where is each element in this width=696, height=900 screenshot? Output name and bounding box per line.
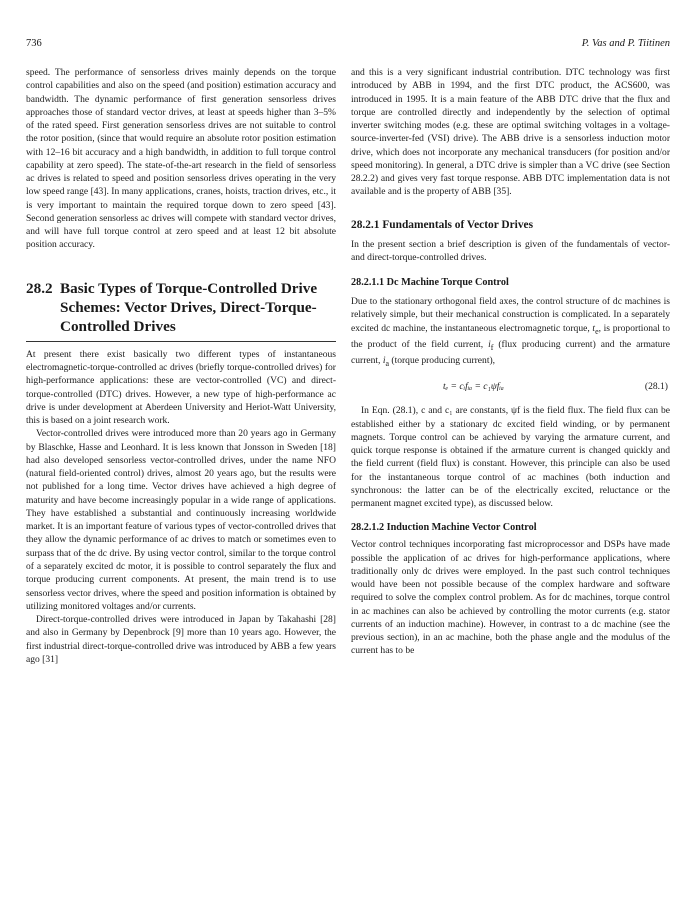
section-number: 28.2 (26, 279, 53, 297)
subsubsection-heading-28-2-1-1: 28.2.1.1 Dc Machine Torque Control (351, 277, 509, 289)
paragraph-dtc-drives: Direct-torque-controlled drives were introduced in Japan by Takahashi [28] and also in Germany by Depenbrock [9] more than 10 years ago. However, the first industrial direct-torque-controlled drive was introduced by ABB a few years ago [31] (26, 614, 336, 665)
section-divider (26, 341, 336, 342)
equation-number: (28.1) (644, 381, 668, 393)
subsubsection-heading-28-2-1-2: 28.2.1.2 Induction Machine Vector Control (351, 522, 537, 534)
paragraph-field-flux: In Eqn. (28.1), c and c₁ are constants, ψf is the field flux. The field flux can be established either by a stationary dc excited field winding, or by permanent magnets. Torque control can be achieved by varying the armature current, and quick torque response is obtained if the armature current is changed quickly and the field current (field flux) is constant. However, this principle can also be used for the instantaneous torque control of ac machines (both induction and synchronous: the latter can be of the electrically excited, reluctance or the permanent magnet excited type), as discussed below. (351, 405, 670, 510)
paragraph-induction-vector-control: Vector control techniques incorporating fast microprocessor and DSPs have made possible the application of ac drives for high-performance applications, where traditionally only dc drives were employed. In the past such control techniques would have been not possible because of the complex hardware and software required to solve the complex control problem. As for dc machines, torque control in ac machines can also be achieved by controlling the motor currents (e.g. stator currents of an induction machine). However, in contrast to a dc machine (see the previous section), in an ac machine, both the phase angle and the modulus of the current has to be (351, 539, 670, 657)
right-column (351, 66, 670, 658)
section-heading-28-2 (26, 279, 336, 336)
equation-body: tₑ = cᵢfᵢₐ = c₁ψfᵢₐ (443, 381, 504, 393)
left-column (26, 66, 336, 666)
running-head-authors: P. Vas and P. Tiitinen (581, 38, 670, 49)
paragraph-drive-types: At present there exist basically two different types of instantaneous electromagnetic-torque-controlled ac drives (briefly torque-controlled drives) for high-performance applications: these are vector-controlled (VC) and direct-torque-controlled (DTC) drives. However, a new type of high-performance ac drive is under development at Aberdeen University and Heriot-Watt University, this is based on a joint research work. (26, 348, 336, 427)
paragraph-fundamentals-intro: In the present section a brief description is given of the fundamentals of vector- and direct-torque-controlled drives. (351, 238, 670, 263)
subsection-heading-28-2-1: 28.2.1 Fundamentals of Vector Drives (351, 218, 534, 231)
section-title: Basic Types of Torque-Controlled Drive Schemes: Vector Drives, Direct-Torque-Controlled Drives (60, 279, 318, 335)
equation-28-1 (351, 380, 670, 394)
paragraph-sensorless-performance: speed. The performance of sensorless drives mainly depends on the torque control capabilities and also on the speed (and position) estimation accuracy and bandwidth. The dynamic performance of first generation sensorless drives approaches those of standard vector drives, at least at speeds higher than 3–5% of the rated speed. First generation sensorless drives are not suitable to control the rotor position, (since that would require an absolute rotor position estimation with 12–16 bit accuracy and a high bandwidth, in addition to full torque control capability at zero speed). The state-of-the-art research in the field of sensorless ac drives is related to speed and position sensorless drives operating in the very low speed range [43]. In many applications, cranes, hoists, traction drives, etc., it is very important to maintain the required torque down to zero speed [43]. Second generation sensorless ac drives will compete with standard vector drives, and will have full torque control at zero speed and at least 12 bit absolute position accuracy. (26, 67, 336, 251)
paragraph-dc-torque: Due to the stationary orthogonal field axes, the control structure of dc machines is relatively simple, but their mechanical construction is complicated. In a separately excited dc machine, the instantaneous electromagnetic torque, $t_e$, is proportional to the product of the field current, $i_f$ (flux producing current) and the armature current, $i_a$ (torque producing current), (351, 296, 670, 368)
paragraph-vector-drives: Vector-controlled drives were introduced more than 20 years ago in Germany by Blaschke, Hasse and Leonhard. It is less known that Jonsson in Sweden [18] had also developed sensorless vector-controlled drives, under the name NFO (natural field-oriented control) drives, almost 20 years ago, but the results were not published for a long time. Vector drives have achieved a high degree of maturity and have become increasingly popular in a wide range of applications. They have established a substantial and continuously increasing worldwide market. It is an important feature of various types of vector-controlled drives that they allow the dynamic performance of ac drives to match or sometimes even to surpass that of the dc drive. By using vector control, similar to the torque control of a separately excited dc motor, it is possible to control separately the flux and torque producing current components. At present, the main trend is to use sensorless vector drives, where the speed and position information is obtained by utilizing monitored voltages and/or currents. (26, 428, 336, 612)
paragraph-abb-dtc: and this is a very significant industrial contribution. DTC technology was first introduced by ABB in 1994, and the first DTC product, the ACS600, was introduced in 1995. It is a main feature of the ABB DTC drive that the flux and torque are controlled directly and independently by the selection of optimal inverter switching modes (e.g. these are optimal switching voltages in a voltage-source-inverter-fed (VSI) drive). The ABB drive is a sensorless induction motor drive, which does not incorporate any mechanical transducers (for position and/or speed monitoring). In general, a DTC drive is simpler than a VC drive (see Section 28.2.2) and gives very fast torque response. ABB DTC implementation data is not available and is the property of ABB [35]. (351, 67, 670, 198)
page-number: 736 (26, 38, 42, 49)
